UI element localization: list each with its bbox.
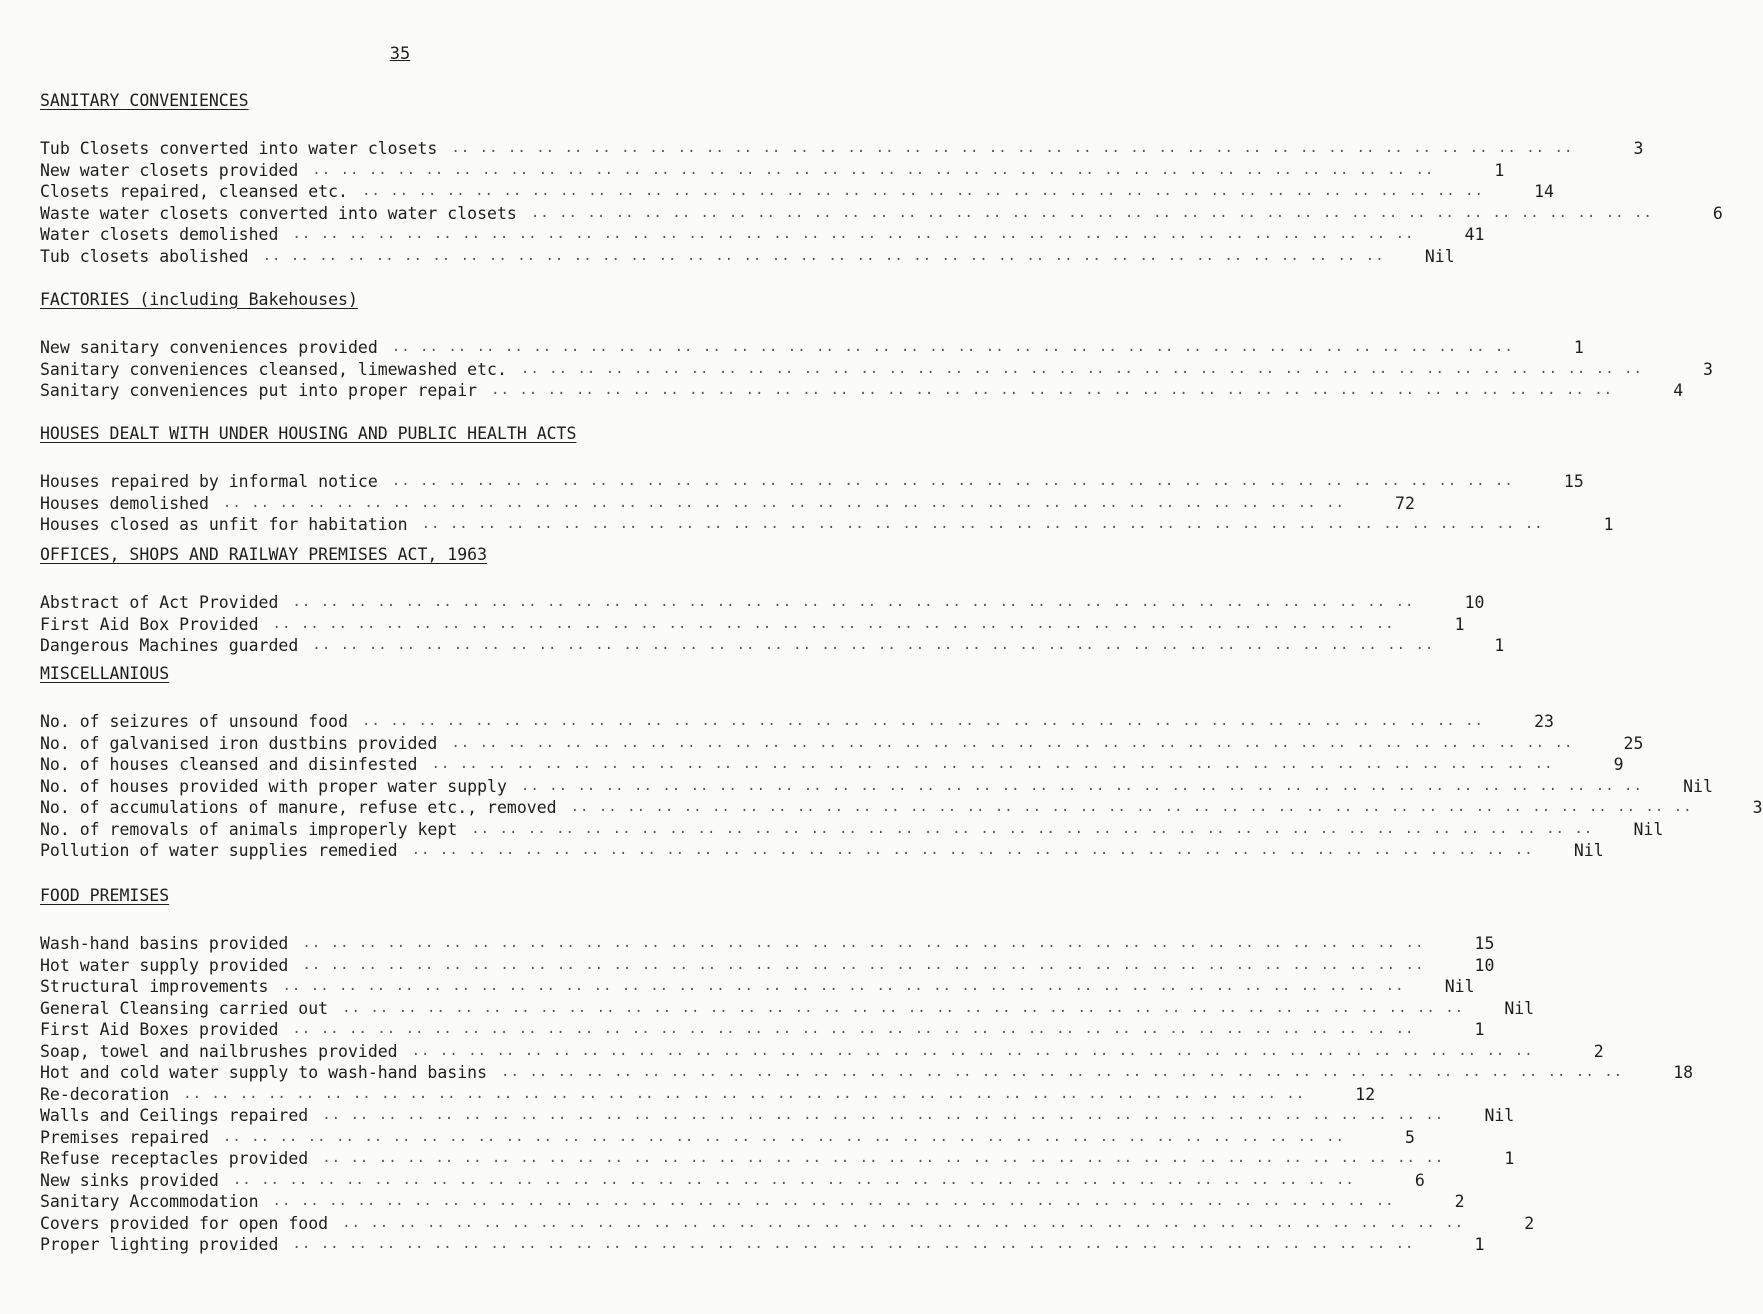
dot-leader: .. .. .. .. .. .. .. .. .. .. .. .. .. .. .. .. .. .. .. .. .. .. .. .. .. .. .. .. .. .. .. .. .. .. .. .. .. .. .. .. bbox=[292, 1021, 1415, 1037]
item-label: No. of galvanised iron dustbins provided bbox=[40, 733, 438, 753]
item-label: Soap, towel and nailbrushes provided bbox=[40, 1041, 398, 1061]
dot-leader: .. .. .. .. .. .. .. .. .. .. .. .. .. .. .. .. .. .. .. .. .. .. .. .. .. .. .. .. .. .. .. .. .. .. .. .. .. .. .. .. bbox=[312, 637, 1435, 653]
list-item bbox=[40, 1084, 1376, 1106]
item-label: Hot and cold water supply to wash-hand basins bbox=[40, 1063, 488, 1082]
item-value: 25 bbox=[1623, 733, 1644, 753]
dot-leader: .. .. .. .. .. .. .. .. .. .. .. .. .. .. .. .. .. .. .. .. .. .. .. .. .. .. .. .. .. .. .. .. .. .. .. .. .. .. .. .. bbox=[322, 1150, 1445, 1166]
list-item bbox=[40, 160, 1505, 182]
item-label: Waste water closets converted into water closets bbox=[40, 203, 517, 223]
section-rows bbox=[40, 592, 1505, 657]
dot-leader: .. .. .. .. .. .. .. .. .. .. .. .. .. .. .. .. .. .. .. .. .. .. .. .. .. .. .. .. .. .. .. .. .. .. .. .. .. .. .. .. bbox=[232, 1171, 1355, 1188]
section-rows bbox=[40, 471, 1614, 536]
dot-leader: .. .. .. .. .. .. .. .. .. .. .. .. .. .. .. .. .. .. .. .. .. .. .. .. .. .. .. .. .. .. .. .. .. .. .. .. .. .. .. .. bbox=[302, 956, 1425, 973]
dot-leader: .. .. .. .. .. .. .. .. .. .. .. .. .. .. .. .. .. .. .. .. .. .. .. .. .. .. .. .. .. .. .. .. .. .. .. .. .. .. .. .. bbox=[530, 204, 1653, 221]
dot-leader: .. .. .. .. .. .. .. .. .. .. .. .. .. .. .. .. .. .. .. .. .. .. .. .. .. .. .. .. .. .. .. .. .. .. .. .. .. .. .. .. bbox=[421, 516, 1544, 532]
dot-leader: .. .. .. .. .. .. .. .. .. .. .. .. .. .. .. .. .. .. .. .. .. .. .. .. .. .. .. .. .. .. .. .. .. .. .. .. .. .. .. .. bbox=[292, 1236, 1415, 1252]
list-item bbox=[40, 1191, 1465, 1213]
section-rows bbox=[40, 138, 1723, 267]
item-value: 2 bbox=[1524, 1213, 1535, 1233]
dot-leader: .. .. .. .. .. .. .. .. .. .. .. .. .. .. .. .. .. .. .. .. .. .. .. .. .. .. .. .. .. .. .. .. .. .. .. .. .. .. .. .. bbox=[570, 799, 1693, 815]
section-heading: FACTORIES (including Bakehouses) bbox=[40, 290, 358, 309]
item-value: 1 bbox=[1494, 160, 1505, 180]
item-value: 1 bbox=[1494, 636, 1505, 655]
item-value: 10 bbox=[1464, 593, 1485, 612]
item-label: Tub closets abolished bbox=[40, 246, 249, 266]
item-value: 3 bbox=[1702, 359, 1713, 379]
dot-leader: .. .. .. .. .. .. .. .. .. .. .. .. .. .. .. .. .. .. .. .. .. .. .. .. .. .. .. .. .. .. .. .. .. .. .. .. .. .. .. .. bbox=[302, 935, 1425, 951]
section-heading: HOUSES DEALT WITH UNDER HOUSING AND PUBLIC HEALTH ACTS bbox=[40, 424, 577, 443]
item-value: 41 bbox=[1464, 225, 1485, 244]
dot-leader: .. .. .. .. .. .. .. .. .. .. .. .. .. .. .. .. .. .. .. .. .. .. .. .. .. .. .. .. .. .. .. .. .. .. .. .. .. .. .. .. bbox=[520, 777, 1643, 794]
dot-leader: .. .. .. .. .. .. .. .. .. .. .. .. .. .. .. .. .. .. .. .. .. .. .. .. .. .. .. .. .. .. .. .. .. .. .. .. .. .. .. .. bbox=[391, 473, 1514, 489]
item-value: 5 bbox=[1404, 1127, 1415, 1147]
list-item bbox=[40, 733, 1644, 755]
list-item bbox=[40, 246, 1455, 268]
dot-leader: .. .. .. .. .. .. .. .. .. .. .. .. .. .. .. .. .. .. .. .. .. .. .. .. .. .. .. .. .. .. .. .. .. .. .. .. .. .. .. .. bbox=[222, 494, 1345, 511]
item-value: 10 bbox=[1474, 955, 1495, 975]
list-item bbox=[40, 955, 1495, 977]
item-value: 3 bbox=[1633, 139, 1644, 158]
dot-leader: .. .. .. .. .. .. .. .. .. .. .. .. .. .. .. .. .. .. .. .. .. .. .. .. .. .. .. .. .. .. .. .. .. .. .. .. .. .. .. .. bbox=[292, 226, 1415, 242]
item-label: No. of houses provided with proper water supply bbox=[40, 776, 507, 796]
list-item bbox=[40, 203, 1723, 225]
item-label: Re-decoration bbox=[40, 1084, 170, 1104]
list-item bbox=[40, 1170, 1425, 1192]
list-item bbox=[40, 471, 1584, 493]
list-item bbox=[40, 1148, 1515, 1170]
item-label: Hot water supply provided bbox=[40, 955, 289, 975]
item-label: Houses closed as unfit for habitation bbox=[40, 515, 408, 534]
item-label: Covers provided for open food bbox=[40, 1213, 329, 1233]
item-label: New water closets provided bbox=[40, 160, 299, 180]
item-value: Nil bbox=[1683, 776, 1713, 796]
item-label: General Cleansing carried out bbox=[40, 998, 329, 1018]
item-value: Nil bbox=[1424, 246, 1455, 266]
list-item bbox=[40, 1062, 1694, 1084]
page-number: 35 bbox=[389, 44, 411, 64]
section-offices-shops-railway bbox=[40, 542, 1505, 657]
section-miscellanious bbox=[40, 661, 1763, 862]
item-label: Pollution of water supplies remedied bbox=[40, 841, 398, 860]
item-label: Houses demolished bbox=[40, 493, 209, 513]
item-value: 72 bbox=[1395, 493, 1415, 513]
item-value: 9 bbox=[1613, 755, 1624, 774]
item-value: 3 bbox=[1752, 798, 1763, 817]
list-item bbox=[40, 840, 1604, 862]
item-value: 15 bbox=[1474, 934, 1495, 953]
dot-leader: .. .. .. .. .. .. .. .. .. .. .. .. .. .. .. .. .. .. .. .. .. .. .. .. .. .. .. .. .. .. .. .. .. .. .. .. .. .. .. .. bbox=[520, 360, 1643, 377]
dot-leader: .. .. .. .. .. .. .. .. .. .. .. .. .. .. .. .. .. .. .. .. .. .. .. .. .. .. .. .. .. .. .. .. .. .. .. .. .. .. .. .. bbox=[292, 594, 1415, 610]
list-item bbox=[40, 635, 1505, 657]
list-item bbox=[40, 1105, 1515, 1127]
list-item bbox=[40, 224, 1485, 246]
list-item bbox=[40, 754, 1624, 776]
section-heading: SANITARY CONVENIENCES bbox=[40, 91, 249, 110]
item-value: 1 bbox=[1474, 1235, 1485, 1254]
item-value: 6 bbox=[1414, 1170, 1425, 1190]
item-label: No. of removals of animals improperly kept bbox=[40, 819, 458, 839]
item-label: Sanitary Accommodation bbox=[40, 1192, 259, 1211]
dot-leader: .. .. .. .. .. .. .. .. .. .. .. .. .. .. .. .. .. .. .. .. .. .. .. .. .. .. .. .. .. .. .. .. .. .. .. .. .. .. .. .. bbox=[361, 713, 1484, 729]
item-label: Walls and Ceilings repaired bbox=[40, 1106, 309, 1125]
list-item bbox=[40, 337, 1584, 359]
item-label: Proper lighting provided bbox=[40, 1235, 279, 1254]
item-value: 2 bbox=[1454, 1192, 1465, 1211]
item-label: Refuse receptacles provided bbox=[40, 1149, 309, 1168]
dot-leader: .. .. .. .. .. .. .. .. .. .. .. .. .. .. .. .. .. .. .. .. .. .. .. .. .. .. .. .. .. .. .. .. .. .. .. .. .. .. .. .. bbox=[183, 1085, 1306, 1102]
dot-leader: .. .. .. .. .. .. .. .. .. .. .. .. .. .. .. .. .. .. .. .. .. .. .. .. .. .. .. .. .. .. .. .. .. .. .. .. .. .. .. .. bbox=[312, 161, 1435, 178]
item-value: Nil bbox=[1504, 998, 1535, 1018]
dot-leader: .. .. .. .. .. .. .. .. .. .. .. .. .. .. .. .. .. .. .. .. .. .. .. .. .. .. .. .. .. .. .. .. .. .. .. .. .. .. .. .. bbox=[471, 820, 1594, 837]
item-value: Nil bbox=[1573, 841, 1604, 860]
list-item bbox=[40, 797, 1763, 819]
section-sanitary-conveniences bbox=[40, 88, 1723, 267]
item-label: Houses repaired by informal notice bbox=[40, 472, 378, 491]
item-value: 1 bbox=[1603, 515, 1614, 534]
item-label: Sanitary conveniences put into proper repair bbox=[40, 381, 478, 400]
list-item bbox=[40, 359, 1713, 381]
item-label: Wash-hand basins provided bbox=[40, 934, 289, 953]
item-label: New sanitary conveniences provided bbox=[40, 338, 378, 357]
dot-leader: .. .. .. .. .. .. .. .. .. .. .. .. .. .. .. .. .. .. .. .. .. .. .. .. .. .. .. .. .. .. .. .. .. .. .. .. .. .. .. .. bbox=[411, 842, 1534, 858]
item-value: 6 bbox=[1712, 203, 1723, 223]
item-value: 23 bbox=[1534, 712, 1554, 731]
item-label: Tub Closets converted into water closets bbox=[40, 139, 438, 158]
section-factories bbox=[40, 287, 1713, 402]
item-label: No. of houses cleansed and disinfested bbox=[40, 755, 418, 774]
dot-leader: .. .. .. .. .. .. .. .. .. .. .. .. .. .. .. .. .. .. .. .. .. .. .. .. .. .. .. .. .. .. .. .. .. .. .. .. .. .. .. .. bbox=[431, 756, 1554, 772]
dot-leader: .. .. .. .. .. .. .. .. .. .. .. .. .. .. .. .. .. .. .. .. .. .. .. .. .. .. .. .. .. .. .. .. .. .. .. .. .. .. .. .. bbox=[411, 1042, 1534, 1059]
item-value: 1 bbox=[1454, 614, 1465, 634]
section-rows bbox=[40, 711, 1763, 862]
list-item bbox=[40, 933, 1495, 955]
list-item bbox=[40, 1127, 1415, 1149]
item-value: 1 bbox=[1474, 1020, 1485, 1039]
dot-leader: .. .. .. .. .. .. .. .. .. .. .. .. .. .. .. .. .. .. .. .. .. .. .. .. .. .. .. .. .. .. .. .. .. .. .. .. .. .. .. .. bbox=[491, 382, 1614, 398]
item-label: Closets repaired, cleansed etc. bbox=[40, 182, 348, 201]
dot-leader: .. .. .. .. .. .. .. .. .. .. .. .. .. .. .. .. .. .. .. .. .. .. .. .. .. .. .. .. .. .. .. .. .. .. .. .. .. .. .. .. bbox=[272, 1193, 1395, 1209]
item-value: 12 bbox=[1355, 1084, 1376, 1104]
list-item bbox=[40, 776, 1713, 798]
item-label: No. of seizures of unsound food bbox=[40, 712, 348, 731]
dot-leader: .. .. .. .. .. .. .. .. .. .. .. .. .. .. .. .. .. .. .. .. .. .. .. .. .. .. .. .. .. .. .. .. .. .. .. .. .. .. .. .. bbox=[361, 183, 1484, 199]
list-item bbox=[40, 976, 1475, 998]
item-label: Abstract of Act Provided bbox=[40, 593, 279, 612]
item-label: Dangerous Machines guarded bbox=[40, 636, 299, 655]
list-item bbox=[40, 1041, 1604, 1063]
item-label: Premises repaired bbox=[40, 1127, 209, 1147]
dot-leader: .. .. .. .. .. .. .. .. .. .. .. .. .. .. .. .. .. .. .. .. .. .. .. .. .. .. .. .. .. .. .. .. .. .. .. .. .. .. .. .. bbox=[342, 1214, 1465, 1231]
item-value: Nil bbox=[1484, 1106, 1515, 1125]
list-item bbox=[40, 711, 1554, 733]
item-value: 1 bbox=[1504, 1149, 1515, 1168]
dot-leader: .. .. .. .. .. .. .. .. .. .. .. .. .. .. .. .. .. .. .. .. .. .. .. .. .. .. .. .. .. .. .. .. .. .. .. .. .. .. .. .. bbox=[222, 1128, 1345, 1145]
item-value: 4 bbox=[1673, 381, 1684, 400]
section-heading: OFFICES, SHOPS AND RAILWAY PREMISES ACT, 1963 bbox=[40, 545, 488, 564]
list-item bbox=[40, 1234, 1485, 1256]
item-label: Structural improvements bbox=[40, 977, 269, 996]
list-item bbox=[40, 1019, 1485, 1041]
section-food-premises bbox=[40, 883, 1694, 1256]
item-label: New sinks provided bbox=[40, 1170, 219, 1190]
list-item bbox=[40, 592, 1485, 614]
section-heading: FOOD PREMISES bbox=[40, 886, 170, 905]
list-item bbox=[40, 1213, 1535, 1235]
section-rows bbox=[40, 337, 1713, 402]
section-houses-housing-acts bbox=[40, 421, 1614, 536]
item-label: Water closets demolished bbox=[40, 225, 279, 244]
item-value: Nil bbox=[1633, 819, 1664, 839]
section-heading: MISCELLANIOUS bbox=[40, 664, 170, 683]
item-value: 18 bbox=[1673, 1063, 1694, 1082]
section-rows bbox=[40, 933, 1694, 1256]
item-value: 1 bbox=[1573, 338, 1584, 357]
list-item bbox=[40, 819, 1664, 841]
dot-leader: .. .. .. .. .. .. .. .. .. .. .. .. .. .. .. .. .. .. .. .. .. .. .. .. .. .. .. .. .. .. .. .. .. .. .. .. .. .. .. .. bbox=[322, 1107, 1445, 1123]
dot-leader: .. .. .. .. .. .. .. .. .. .. .. .. .. .. .. .. .. .. .. .. .. .. .. .. .. .. .. .. .. .. .. .. .. .. .. .. .. .. .. .. bbox=[501, 1064, 1624, 1080]
dot-leader: .. .. .. .. .. .. .. .. .. .. .. .. .. .. .. .. .. .. .. .. .. .. .. .. .. .. .. .. .. .. .. .. .. .. .. .. .. .. .. .. bbox=[391, 339, 1514, 355]
item-label: No. of accumulations of manure, refuse etc., removed bbox=[40, 798, 557, 817]
dot-leader: .. .. .. .. .. .. .. .. .. .. .. .. .. .. .. .. .. .. .. .. .. .. .. .. .. .. .. .. .. .. .. .. .. .. .. .. .. .. .. .. bbox=[262, 247, 1385, 264]
item-label: First Aid Box Provided bbox=[40, 614, 259, 634]
dot-leader: .. .. .. .. .. .. .. .. .. .. .. .. .. .. .. .. .. .. .. .. .. .. .. .. .. .. .. .. .. .. .. .. .. .. .. .. .. .. .. .. bbox=[451, 734, 1574, 751]
list-item bbox=[40, 138, 1644, 160]
list-item bbox=[40, 514, 1614, 536]
list-item bbox=[40, 380, 1684, 402]
item-value: Nil bbox=[1444, 977, 1475, 996]
item-value: 14 bbox=[1534, 182, 1554, 201]
dot-leader: .. .. .. .. .. .. .. .. .. .. .. .. .. .. .. .. .. .. .. .. .. .. .. .. .. .. .. .. .. .. .. .. .. .. .. .. .. .. .. .. bbox=[272, 615, 1395, 632]
list-item bbox=[40, 998, 1535, 1020]
item-value: 2 bbox=[1593, 1041, 1604, 1061]
list-item bbox=[40, 181, 1554, 203]
item-label: Sanitary conveniences cleansed, limewashed etc. bbox=[40, 359, 507, 379]
item-label: First Aid Boxes provided bbox=[40, 1020, 279, 1039]
dot-leader: .. .. .. .. .. .. .. .. .. .. .. .. .. .. .. .. .. .. .. .. .. .. .. .. .. .. .. .. .. .. .. .. .. .. .. .. .. .. .. .. bbox=[342, 999, 1465, 1016]
list-item bbox=[40, 614, 1465, 636]
item-value: 15 bbox=[1563, 472, 1584, 491]
dot-leader: .. .. .. .. .. .. .. .. .. .. .. .. .. .. .. .. .. .. .. .. .. .. .. .. .. .. .. .. .. .. .. .. .. .. .. .. .. .. .. .. bbox=[282, 978, 1405, 994]
dot-leader: .. .. .. .. .. .. .. .. .. .. .. .. .. .. .. .. .. .. .. .. .. .. .. .. .. .. .. .. .. .. .. .. .. .. .. .. .. .. .. .. bbox=[451, 140, 1574, 156]
list-item bbox=[40, 493, 1415, 515]
